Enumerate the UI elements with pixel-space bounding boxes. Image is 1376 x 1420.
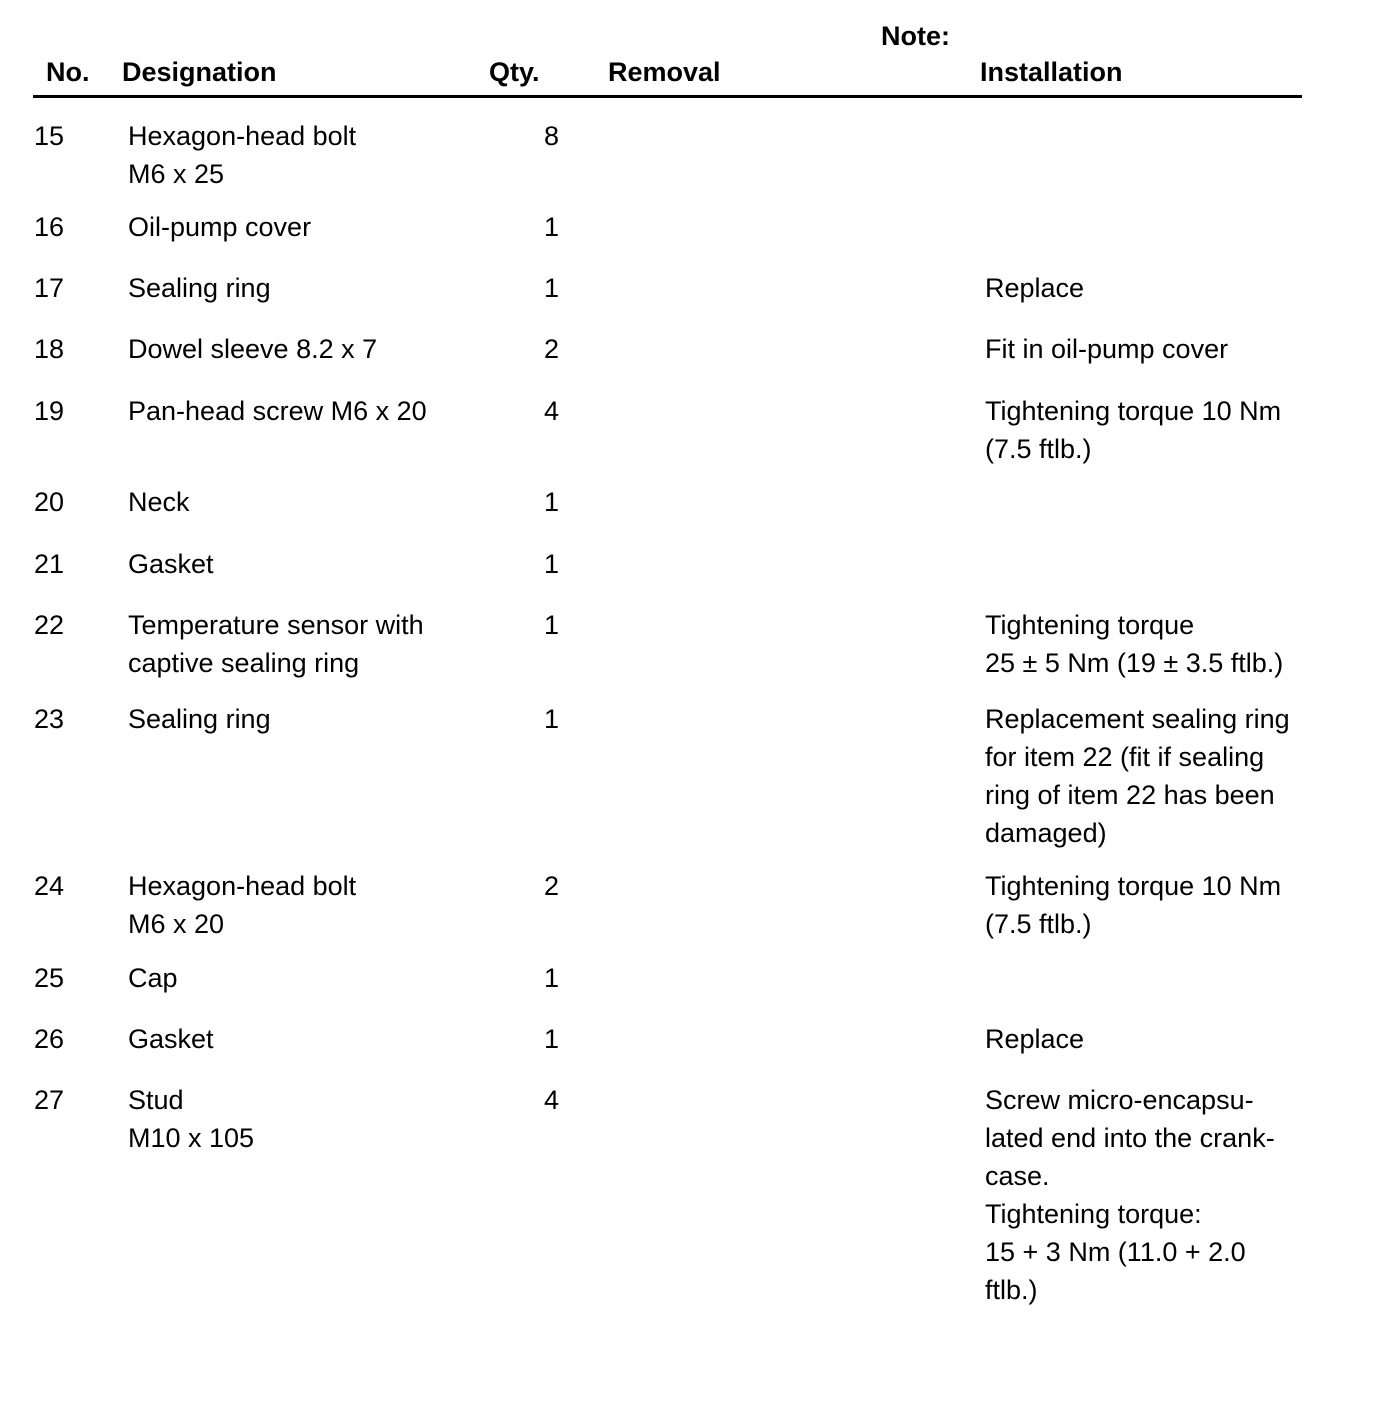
header-no: No. <box>46 57 90 87</box>
header-installation: Installation <box>980 57 1123 87</box>
row-number: 17 <box>34 273 65 303</box>
row-designation: Gasket <box>128 1024 214 1054</box>
row-number: 27 <box>34 1085 65 1115</box>
row-qty: 1 <box>543 1024 559 1054</box>
row-number: 21 <box>34 549 65 579</box>
row-number: 19 <box>34 396 65 426</box>
row-qty: 4 <box>543 1085 559 1115</box>
row-number: 25 <box>34 963 65 993</box>
header-note: Note: <box>881 21 950 51</box>
row-installation: Fit in oil-pump cover <box>985 334 1229 364</box>
row-qty: 1 <box>543 704 559 734</box>
row-qty: 2 <box>543 871 559 901</box>
row-number: 20 <box>34 487 65 517</box>
row-qty: 8 <box>543 121 559 151</box>
row-qty: 1 <box>543 610 559 640</box>
header-designation: Designation <box>122 57 277 87</box>
row-qty: 1 <box>543 212 559 242</box>
row-designation: Hexagon-head bolt M6 x 20 <box>128 871 357 939</box>
header-rule <box>33 95 1302 98</box>
row-number: 18 <box>34 334 65 364</box>
row-installation: Replacement sealing ring for item 22 (fit if sealing ring of item 22 has been damaged) <box>985 704 1290 848</box>
row-qty: 1 <box>543 963 559 993</box>
row-qty: 1 <box>543 487 559 517</box>
row-number: 26 <box>34 1024 65 1054</box>
row-installation: Screw micro-encapsu- lated end into the crank- case. Tightening torque: 15 + 3 Nm (11.0 + 2.0 ftlb.) <box>985 1085 1275 1305</box>
row-designation: Dowel sleeve 8.2 x 7 <box>128 334 378 364</box>
row-installation: Replace <box>985 273 1085 303</box>
row-number: 23 <box>34 704 65 734</box>
row-qty: 4 <box>543 396 559 426</box>
row-installation: Tightening torque 10 Nm (7.5 ftlb.) <box>985 871 1282 939</box>
row-designation: Temperature sensor with captive sealing ring <box>128 610 424 678</box>
row-designation: Sealing ring <box>128 273 271 303</box>
row-designation: Pan-head screw M6 x 20 <box>128 396 427 426</box>
header-removal: Removal <box>608 57 721 87</box>
table-header <box>0 0 1376 100</box>
row-number: 24 <box>34 871 65 901</box>
row-installation: Replace <box>985 1024 1085 1054</box>
row-qty: 1 <box>543 273 559 303</box>
row-designation: Stud M10 x 105 <box>128 1085 255 1153</box>
row-number: 16 <box>34 212 65 242</box>
row-installation: Tightening torque 10 Nm (7.5 ftlb.) <box>985 396 1282 464</box>
row-designation: Hexagon-head bolt M6 x 25 <box>128 121 357 189</box>
row-number: 22 <box>34 610 65 640</box>
row-designation: Cap <box>128 963 178 993</box>
row-number: 15 <box>34 121 65 151</box>
row-qty: 1 <box>543 549 559 579</box>
row-installation: Tightening torque 25 ± 5 Nm (19 ± 3.5 ftlb.) <box>985 610 1284 678</box>
row-qty: 2 <box>543 334 559 364</box>
row-designation: Gasket <box>128 549 214 579</box>
row-designation: Sealing ring <box>128 704 271 734</box>
row-designation: Oil-pump cover <box>128 212 312 242</box>
header-qty: Qty. <box>489 57 540 87</box>
row-designation: Neck <box>128 487 190 517</box>
